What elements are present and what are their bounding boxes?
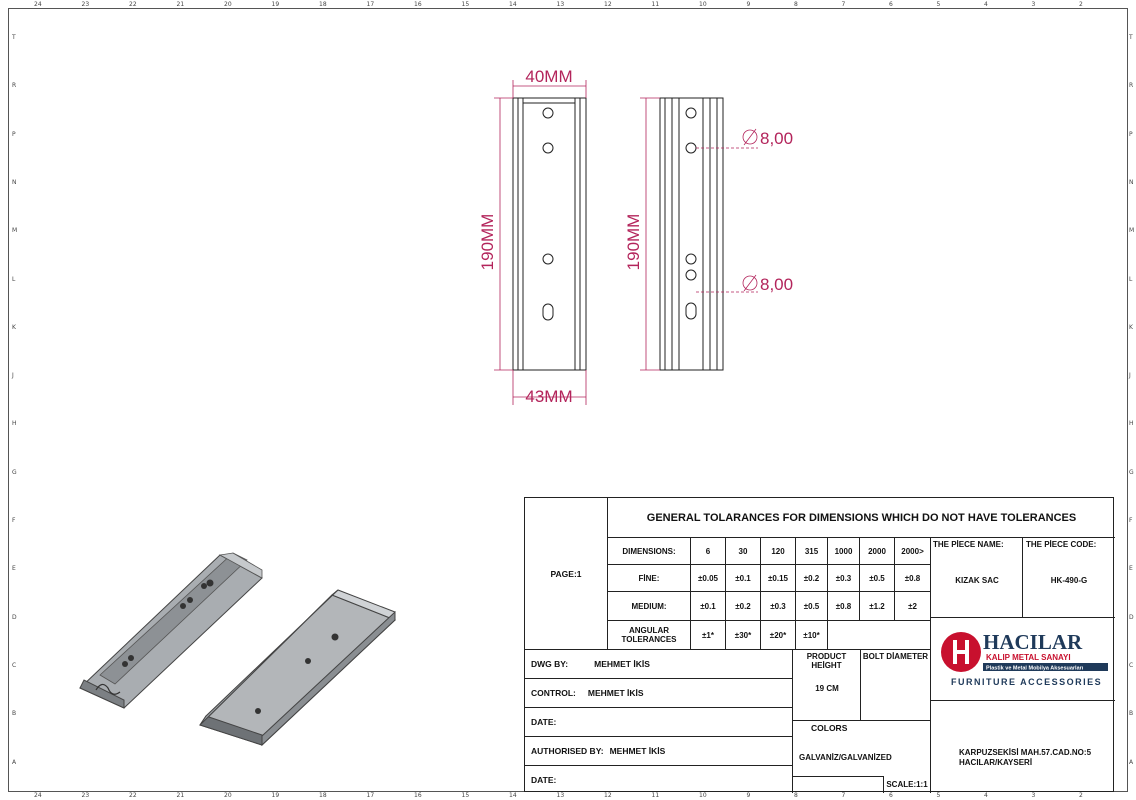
ruler-top-number: 9 xyxy=(746,1,751,8)
ruler-top-number: 20 xyxy=(224,1,232,8)
ruler-top-number: 15 xyxy=(461,1,470,8)
ruler-side-letter: P xyxy=(1129,130,1133,138)
ruler-side-letter: A xyxy=(1129,758,1134,766)
ruler-side-letter: G xyxy=(1129,468,1134,476)
ruler-side-letter: B xyxy=(1129,710,1134,718)
tolerance-cell: ±0.5 xyxy=(860,565,895,592)
control-label: CONTROL: xyxy=(531,688,576,698)
ruler-top-number: 6 xyxy=(889,1,893,8)
ruler-side-letter: T xyxy=(12,34,16,41)
dwg-by-row xyxy=(525,650,793,679)
ruler-top-number: 11 xyxy=(651,792,660,799)
ruler-top-number: 19 xyxy=(271,792,280,799)
tolerance-cell: ±0.3 xyxy=(828,565,860,592)
tolerance-cell: ±0.2 xyxy=(726,592,761,621)
width-bottom-label: 43MM xyxy=(525,387,573,406)
ruler-top-number: 22 xyxy=(129,1,137,8)
bolt-diameter-label: BOLT DİAMETER xyxy=(862,652,929,661)
tolerance-cell: 120 xyxy=(761,538,796,565)
ruler-top-number: 21 xyxy=(176,1,185,8)
tolerance-cell: ±0.05 xyxy=(691,565,726,592)
tolerance-cell: ±20* xyxy=(761,621,796,650)
ruler-top-number: 3 xyxy=(1031,792,1036,799)
ruler-top-number: 17 xyxy=(366,792,375,799)
ruler-top-number: 4 xyxy=(984,1,988,8)
ruler-top-number: 18 xyxy=(319,792,327,799)
tolerance-cell: ±0.1 xyxy=(726,565,761,592)
ruler-side-letter: D xyxy=(1129,613,1134,621)
ruler-side-letter: B xyxy=(12,710,17,718)
page-number: PAGE:1 xyxy=(525,498,608,650)
ruler-side-letter: J xyxy=(1129,372,1131,380)
dwg-by-label: DWG BY: xyxy=(531,659,569,669)
width-top-label: 40MM xyxy=(525,67,573,86)
ruler-top-number: 11 xyxy=(651,1,660,8)
hole-diameter-bottom-label: 8,00 xyxy=(760,275,794,294)
ruler-top-number: 5 xyxy=(936,792,941,799)
tolerance-cell-empty xyxy=(828,621,931,650)
height-left-label: 190MM xyxy=(478,213,497,271)
control-row xyxy=(525,679,793,708)
bolt-diameter-box xyxy=(861,650,931,721)
logo-subtitle: KALIP METAL SANAYI xyxy=(986,653,1071,662)
ruler-side-letter: K xyxy=(1129,323,1133,331)
ruler-top-number: 16 xyxy=(414,1,422,8)
tolerance-cell: ±0.15 xyxy=(761,565,796,592)
logo-area xyxy=(931,618,1115,701)
ruler-top-number: 15 xyxy=(461,792,470,799)
ruler-top-number: 20 xyxy=(224,792,232,799)
product-height: 19 CM xyxy=(815,684,839,693)
front-view xyxy=(513,98,586,370)
ruler-side-letter: F xyxy=(12,517,16,524)
ruler-top-number: 14 xyxy=(509,1,517,8)
ruler-top-number: 6 xyxy=(889,792,893,799)
side-view-dimensions xyxy=(640,98,758,370)
ruler-side-letter: K xyxy=(12,323,16,331)
ruler-side-letter: C xyxy=(12,661,17,669)
tolerance-cell: ±0.2 xyxy=(796,565,828,592)
isometric-part-1 xyxy=(80,553,262,708)
isometric-part-2 xyxy=(200,590,395,745)
logo-accessories: FURNITURE ACCESSORIES xyxy=(951,677,1103,687)
ruler-top-number: 2 xyxy=(1079,792,1083,799)
ruler-top-number: 7 xyxy=(841,792,846,799)
piece-code: HK-490-G xyxy=(1050,576,1088,585)
tolerance-cell: 315 xyxy=(796,538,828,565)
ruler-side-letter: G xyxy=(12,468,17,476)
side-view xyxy=(660,98,723,370)
tolerance-cell: 1000 xyxy=(828,538,860,565)
tolerance-cell: ±0.1 xyxy=(691,592,726,621)
front-view-dimensions xyxy=(494,80,586,405)
scale: SCALE:1:1 xyxy=(883,776,931,793)
ruler-top-number: 4 xyxy=(984,792,988,799)
date-label-2: DATE: xyxy=(531,774,557,785)
ruler-top-number: 17 xyxy=(366,1,375,8)
ruler-top-number: 9 xyxy=(746,792,751,799)
ruler-top-number: 22 xyxy=(129,792,137,799)
tolerance-cell: 6 xyxy=(691,538,726,565)
ruler-side-letter: E xyxy=(12,565,16,573)
ruler-top-number: 13 xyxy=(556,1,565,8)
colors-label: COLORS xyxy=(811,723,848,733)
address-line-1: KARPUZSEKİSİ MAH.57.CAD.NO:5 xyxy=(959,748,1092,757)
authorised-row xyxy=(525,737,793,766)
dwg-by-value: MEHMET İKİS xyxy=(594,659,650,669)
authorised-value: MEHMET İKİS xyxy=(609,746,666,756)
ruler-top-number: 7 xyxy=(841,1,846,8)
authorised-label: AUTHORISED BY: xyxy=(531,746,604,756)
ruler-top-number: 3 xyxy=(1031,1,1036,8)
ruler-top-number: 18 xyxy=(319,1,327,8)
tolerance-cell: ANGULAR TOLERANCES xyxy=(608,621,691,650)
ruler-top-number: 12 xyxy=(604,1,612,8)
ruler-side-letter: E xyxy=(1129,565,1133,573)
ruler-side-letter: R xyxy=(1129,82,1134,90)
colors-box xyxy=(793,721,931,776)
ruler-top-number: 24 xyxy=(34,792,42,799)
ruler-top-number: 23 xyxy=(81,1,90,8)
address-line-2: HACILAR/KAYSERİ xyxy=(959,758,1033,767)
height-right-label: 190MM xyxy=(624,213,643,271)
product-height-label: PRODUCT HEİGHT xyxy=(806,652,847,670)
ruler-top-number: 10 xyxy=(699,1,707,8)
ruler-side-letter: J xyxy=(12,372,14,380)
ruler-side-letter: M xyxy=(12,227,18,235)
piece-name: KIZAK SAC xyxy=(955,576,999,585)
tolerance-cell: 2000 xyxy=(860,538,895,565)
tolerance-cell: 2000> xyxy=(895,538,931,565)
ruler-side-letter: A xyxy=(12,758,17,766)
ruler-side-letter: D xyxy=(12,613,17,621)
piece-name-label: THE PİECE NAME: xyxy=(933,540,1004,549)
tolerance-cell: ±0.5 xyxy=(796,592,828,621)
ruler-top-number: 19 xyxy=(271,1,280,8)
ruler-side-letter: N xyxy=(1129,178,1134,186)
tolerance-cell: ±2 xyxy=(895,592,931,621)
ruler-side-letter: C xyxy=(1129,661,1134,669)
ruler-top-number: 14 xyxy=(509,792,517,799)
ruler-side-letter: P xyxy=(12,130,16,138)
tolerance-cell: ±30* xyxy=(726,621,761,650)
tolerance-cell: ±0.8 xyxy=(828,592,860,621)
ruler-top-number: 24 xyxy=(34,1,42,8)
company-logo xyxy=(931,622,1115,692)
ruler-side-letter: H xyxy=(12,420,17,428)
tolerance-cell: ±0.8 xyxy=(895,565,931,592)
tolerance-cell: ±1.2 xyxy=(860,592,895,621)
date-row-1 xyxy=(525,708,793,737)
logo-name: HACILAR xyxy=(983,630,1083,654)
ruler-top-number: 12 xyxy=(604,792,612,799)
ruler-top-number: 10 xyxy=(699,792,707,799)
tolerance-cell: MEDIUM: xyxy=(608,592,691,621)
ruler-top-number: 2 xyxy=(1079,1,1083,8)
colors-value: GALVANİZ/GALVANİZED xyxy=(799,753,892,762)
title-block xyxy=(524,497,1114,792)
tolerance-heading: GENERAL TOLARANCES FOR DIMENSIONS WHICH DO NOT HAVE TOLERANCES xyxy=(608,498,1115,538)
tolerance-cell: 30 xyxy=(726,538,761,565)
ruler-top-number: 8 xyxy=(794,1,798,8)
logo-tagline: Plastik ve Metal Mobilya Aksesuarları xyxy=(986,665,1084,672)
ruler-top-number: 8 xyxy=(794,792,798,799)
tolerance-cell: ±10* xyxy=(796,621,828,650)
ruler-top-number: 13 xyxy=(556,792,565,799)
ruler-side-letter: H xyxy=(1129,420,1134,428)
ruler-side-letter: F xyxy=(1129,517,1133,524)
ruler-top-number: 16 xyxy=(414,792,422,799)
ruler-top-number: 5 xyxy=(936,1,941,8)
date-row-2 xyxy=(525,766,793,793)
tolerance-cell: FİNE: xyxy=(608,565,691,592)
tolerance-cell: DIMENSIONS: xyxy=(608,538,691,565)
tolerance-cell: ±0.3 xyxy=(761,592,796,621)
ruler-side-letter: T xyxy=(1129,34,1133,41)
tolerance-cell: ±1* xyxy=(691,621,726,650)
control-value: MEHMET İKİS xyxy=(587,688,644,698)
address-box xyxy=(931,701,1115,793)
ruler-side-letter: L xyxy=(1129,275,1133,283)
date-label-1: DATE: xyxy=(531,717,557,727)
ruler-side-letter: L xyxy=(12,275,16,283)
ruler-side-letter: M xyxy=(1129,227,1135,235)
hole-diameter-top-label: 8,00 xyxy=(760,129,794,148)
piece-code-label: THE PİECE CODE: xyxy=(1026,540,1097,549)
ruler-top-number: 21 xyxy=(176,792,185,799)
ruler-side-letter: N xyxy=(12,178,17,186)
ruler-side-letter: R xyxy=(12,82,17,90)
scale-divider xyxy=(793,776,883,777)
ruler-top-number: 23 xyxy=(81,792,90,799)
